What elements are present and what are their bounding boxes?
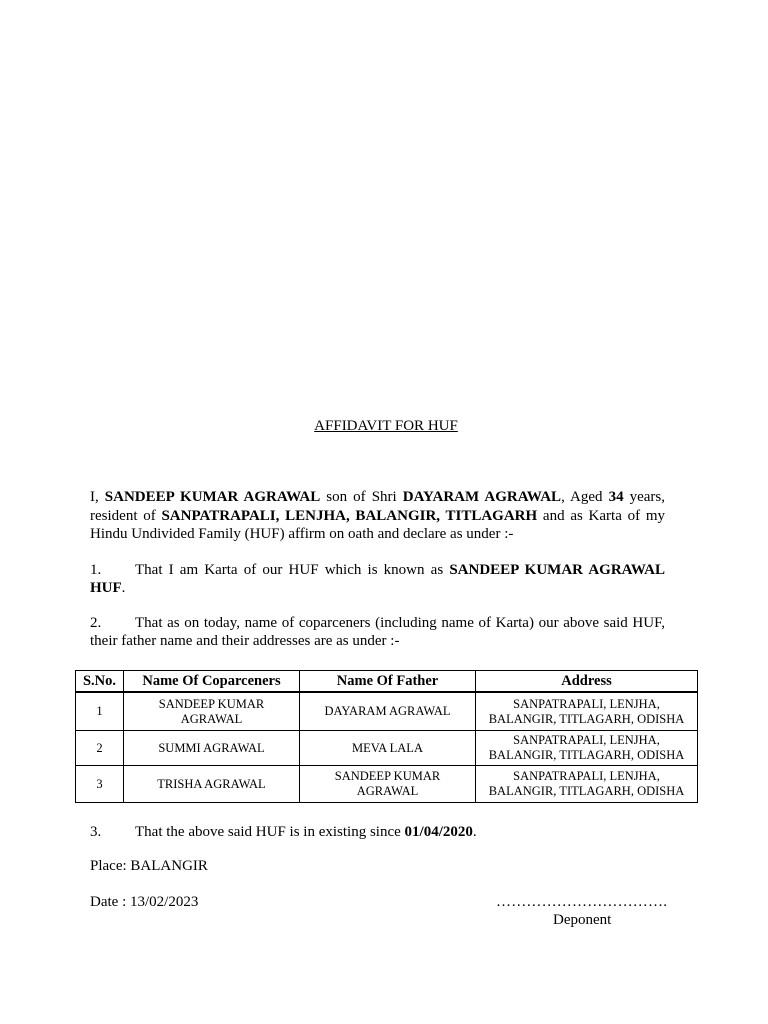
- table-row: [76, 692, 698, 731]
- paragraph-2: [90, 614, 665, 650]
- cell-sno: 2: [76, 731, 124, 766]
- coparceners-table: [75, 670, 698, 803]
- paragraph-1-text: That I am Karta of our HUF which is known as: [135, 562, 450, 578]
- residence-address: SANPATRAPALI, LENJHA, BALANGIR, TITLAGARH: [161, 507, 538, 524]
- cell-address: SANPATRAPALI, LENJHA, BALANGIR, TITLAGARH, ODISHA: [476, 731, 698, 766]
- intro-paragraph: [90, 488, 665, 544]
- cell-sno: 3: [76, 766, 124, 803]
- deponent-name: SANDEEP KUMAR AGRAWAL: [104, 489, 321, 505]
- intro-text-2: son of Shri: [320, 489, 403, 505]
- cell-address: SANPATRAPALI, LENJHA, BALANGIR, TITLAGARH, ODISHA: [476, 766, 698, 803]
- paragraph-3-end: .: [472, 824, 477, 840]
- intro-text-1: I,: [90, 489, 105, 505]
- cell-coparcener-name: SANDEEP KUMAR AGRAWAL: [124, 692, 300, 731]
- paragraph-1-end: .: [121, 580, 126, 596]
- huf-existing-since-date: 01/04/2020: [404, 824, 473, 840]
- paragraph-3-text: That the above said HUF is in existing since: [135, 824, 405, 840]
- cell-coparcener-name: SUMMI AGRAWAL: [124, 731, 300, 766]
- date-line: Date : 13/02/2023: [90, 894, 199, 910]
- place-line: Place: BALANGIR: [90, 858, 208, 874]
- intro-text-5: and as Karta of my Hindu Undivided Family (HUF) affirm on oath and declare as under :-: [90, 507, 665, 542]
- table-row: [76, 731, 698, 766]
- cell-sno: 1: [76, 692, 124, 731]
- paragraph-3-number: 3.: [90, 824, 102, 840]
- paragraph-2-text: That as on today, name of coparceners (including name of Karta) our above said HUF, their father name and their addresses are as under :-: [90, 615, 665, 649]
- signature-line: …………………………….: [496, 894, 668, 910]
- intro-text-3: , Aged: [561, 489, 609, 505]
- cell-coparcener-name: TRISHA AGRAWAL: [124, 766, 300, 803]
- paragraph-1-number: 1.: [90, 562, 102, 578]
- header-coparcener-name: Name Of Coparceners: [124, 671, 300, 693]
- table-row: [76, 766, 698, 803]
- paragraph-1: [90, 561, 665, 597]
- header-father-name: Name Of Father: [300, 671, 476, 693]
- father-name: DAYARAM AGRAWAL: [402, 489, 562, 505]
- huf-name: SANDEEP KUMAR AGRAWAL HUF: [90, 562, 665, 596]
- deponent-label: Deponent: [553, 912, 612, 928]
- cell-father-name: MEVA LALA: [300, 731, 476, 766]
- paragraph-3: [90, 823, 665, 841]
- intro-text-4: years, resident of: [90, 489, 666, 524]
- cell-father-name: SANDEEP KUMAR AGRAWAL: [300, 766, 476, 803]
- paragraph-2-number: 2.: [90, 615, 102, 631]
- table-header-row: [76, 671, 698, 693]
- cell-address: SANPATRAPALI, LENJHA, BALANGIR, TITLAGARH, ODISHA: [476, 692, 698, 731]
- document-title: AFFIDAVIT FOR HUF: [314, 418, 458, 434]
- header-sno: S.No.: [76, 671, 124, 693]
- cell-father-name: DAYARAM AGRAWAL: [300, 692, 476, 731]
- age-value: 34: [608, 489, 624, 505]
- header-address: Address: [476, 671, 698, 693]
